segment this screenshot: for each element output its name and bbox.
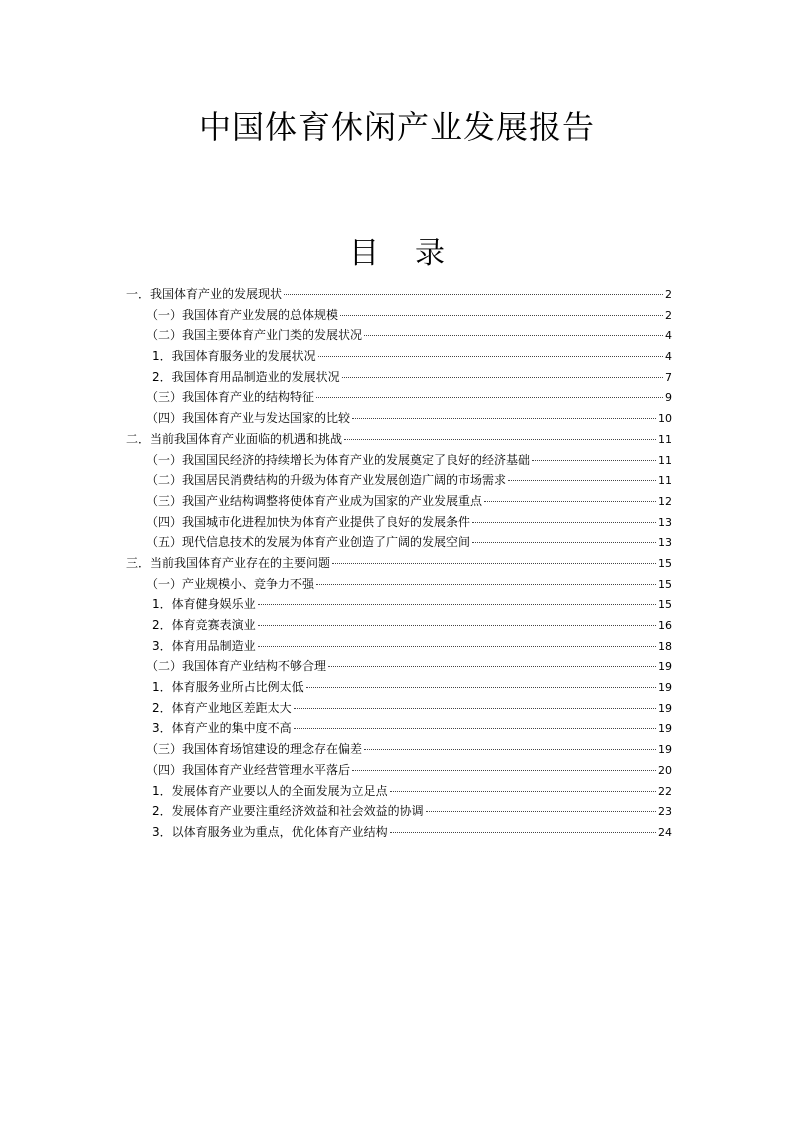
toc-page-number: 15 xyxy=(658,577,672,591)
toc-page-number: 24 xyxy=(658,825,672,839)
toc-page-number: 11 xyxy=(658,474,672,488)
document-title: 中国体育休闲产业发展报告 xyxy=(198,108,595,146)
toc-entry[interactable] xyxy=(126,408,672,429)
toc-entry-title: 一．我国体育产业的发展现状 xyxy=(126,287,283,301)
toc-dot-leader xyxy=(352,418,656,419)
toc-entry[interactable] xyxy=(126,532,672,553)
toc-page-number: 15 xyxy=(658,598,672,612)
toc-entry[interactable] xyxy=(126,387,672,408)
toc-page-number: 11 xyxy=(658,432,672,446)
toc-dot-leader xyxy=(532,460,656,461)
toc-entry-title: 3．体育产业的集中度不高 xyxy=(152,721,292,736)
toc-entry-title: （四）我国城市化进程加快为体育产业提供了良好的发展条件 xyxy=(146,514,471,529)
toc-entry-title: （四）我国体育产业经营管理水平落后 xyxy=(146,762,351,777)
toc-page-number: 13 xyxy=(658,536,672,550)
toc-entry-title: （五）现代信息技术的发展为体育产业创造了广阔的发展空间 xyxy=(146,535,471,550)
toc-entry-title: （一）产业规模小、竞争力不强 xyxy=(146,576,315,591)
toc-entry[interactable] xyxy=(126,305,672,326)
toc-page-number: 4 xyxy=(665,350,672,364)
toc-dot-leader xyxy=(328,666,656,667)
toc-entry-title: （二）我国体育产业结构不够合理 xyxy=(146,659,327,674)
toc-entry-title: 2．体育产业地区差距太大 xyxy=(152,700,292,715)
toc-dot-leader xyxy=(294,708,656,709)
toc-page-number: 18 xyxy=(658,639,672,653)
toc-entry-title: 二．当前我国体育产业面临的机遇和挑战 xyxy=(126,431,343,446)
toc-entry-title: 2．我国体育用品制造业的发展状况 xyxy=(152,369,340,384)
toc-entry[interactable] xyxy=(126,450,672,471)
toc-dot-leader xyxy=(472,522,656,523)
toc-dot-leader xyxy=(352,770,656,771)
table-of-contents xyxy=(126,284,672,843)
toc-page-number: 11 xyxy=(658,453,672,467)
toc-page-number: 16 xyxy=(658,619,672,632)
toc-dot-leader xyxy=(284,294,663,295)
toc-entry[interactable] xyxy=(126,698,672,719)
toc-page-number: 23 xyxy=(658,805,672,819)
toc-entry[interactable] xyxy=(126,781,672,802)
toc-heading: 目录 xyxy=(349,236,481,271)
toc-page-number: 22 xyxy=(658,784,672,798)
toc-entry[interactable] xyxy=(126,512,672,533)
toc-dot-leader xyxy=(332,563,656,564)
toc-dot-leader xyxy=(316,397,663,398)
toc-dot-leader xyxy=(344,439,656,440)
toc-page-number: 7 xyxy=(665,370,672,384)
toc-dot-leader xyxy=(508,480,656,481)
toc-entry-title: （二）我国主要体育产业门类的发展状况 xyxy=(146,328,363,343)
toc-entry-title: 1．体育健身娱乐业 xyxy=(152,597,256,612)
toc-dot-leader xyxy=(306,687,656,688)
toc-page-number: 2 xyxy=(665,288,672,301)
toc-dot-leader xyxy=(258,625,656,626)
toc-entry-title: 1．我国体育服务业的发展状况 xyxy=(152,349,316,364)
toc-entry[interactable] xyxy=(126,574,672,595)
toc-dot-leader xyxy=(390,832,656,833)
toc-dot-leader xyxy=(258,646,656,647)
toc-entry[interactable] xyxy=(126,491,672,512)
toc-entry[interactable] xyxy=(126,760,672,781)
toc-entry-title: （三）我国体育场馆建设的理念存在偏差 xyxy=(146,742,363,757)
toc-entry-title: （一）我国体育产业发展的总体规模 xyxy=(146,307,339,322)
toc-dot-leader xyxy=(340,315,663,316)
toc-page-number: 19 xyxy=(658,743,672,757)
toc-page-number: 13 xyxy=(658,515,672,529)
toc-entry[interactable] xyxy=(126,615,672,636)
toc-page-number: 19 xyxy=(658,722,672,736)
toc-dot-leader xyxy=(364,335,663,336)
toc-page-number: 12 xyxy=(658,494,672,508)
toc-page-number: 19 xyxy=(658,701,672,715)
toc-dot-leader xyxy=(472,542,656,543)
toc-entry[interactable] xyxy=(126,367,672,388)
toc-entry[interactable] xyxy=(126,325,672,346)
toc-page-number: 9 xyxy=(665,391,672,405)
toc-page-number: 20 xyxy=(658,763,672,777)
toc-page-number: 19 xyxy=(658,681,672,695)
toc-entry[interactable] xyxy=(126,801,672,822)
toc-entry[interactable] xyxy=(126,822,672,843)
toc-dot-leader xyxy=(258,604,656,605)
toc-page-number: 15 xyxy=(658,556,672,570)
toc-dot-leader xyxy=(484,501,656,502)
toc-entry-title: 1．发展体育产业要以人的全面发展为立足点 xyxy=(152,783,388,798)
toc-entry-title: 3．以体育服务业为重点，优化体育产业结构 xyxy=(152,824,388,839)
toc-dot-leader xyxy=(390,791,656,792)
toc-entry[interactable] xyxy=(126,677,672,698)
toc-page-number: 4 xyxy=(665,329,672,343)
toc-dot-leader xyxy=(294,728,656,729)
toc-entry-title: 三．当前我国体育产业存在的主要问题 xyxy=(126,555,331,570)
toc-dot-leader xyxy=(364,749,656,750)
toc-page-number: 10 xyxy=(658,412,672,426)
toc-entry[interactable] xyxy=(126,470,672,491)
toc-entry[interactable] xyxy=(126,553,672,574)
toc-entry-title: 3．体育用品制造业 xyxy=(152,638,256,653)
toc-entry-title: （三）我国产业结构调整将使体育产业成为国家的产业发展重点 xyxy=(146,493,483,508)
toc-entry-title: 2．体育竞赛表演业 xyxy=(152,618,256,632)
toc-dot-leader xyxy=(318,356,663,357)
toc-entry-title: （二）我国居民消费结构的升级为体育产业发展创造广阔的市场需求 xyxy=(146,473,507,488)
toc-dot-leader xyxy=(342,377,663,378)
toc-dot-leader xyxy=(316,584,656,585)
toc-entry[interactable] xyxy=(126,656,672,677)
toc-entry-title: 2．发展体育产业要注重经济效益和社会效益的协调 xyxy=(152,804,424,819)
toc-page-number: 2 xyxy=(665,308,672,322)
toc-entry-title: （三）我国体育产业的结构特征 xyxy=(146,390,315,405)
toc-entry-title: （一）我国国民经济的持续增长为体育产业的发展奠定了良好的经济基础 xyxy=(146,452,531,467)
toc-entry[interactable] xyxy=(126,284,672,305)
toc-entry-title: （四）我国体育产业与发达国家的比较 xyxy=(146,411,351,426)
toc-entry[interactable] xyxy=(126,718,672,739)
toc-entry[interactable] xyxy=(126,594,672,615)
toc-entry-title: 1．体育服务业所占比例太低 xyxy=(152,680,304,695)
toc-entry[interactable] xyxy=(126,739,672,760)
toc-entry[interactable] xyxy=(126,429,672,450)
toc-entry[interactable] xyxy=(126,346,672,367)
toc-page-number: 19 xyxy=(658,660,672,674)
toc-dot-leader xyxy=(426,811,656,812)
toc-entry[interactable] xyxy=(126,636,672,657)
